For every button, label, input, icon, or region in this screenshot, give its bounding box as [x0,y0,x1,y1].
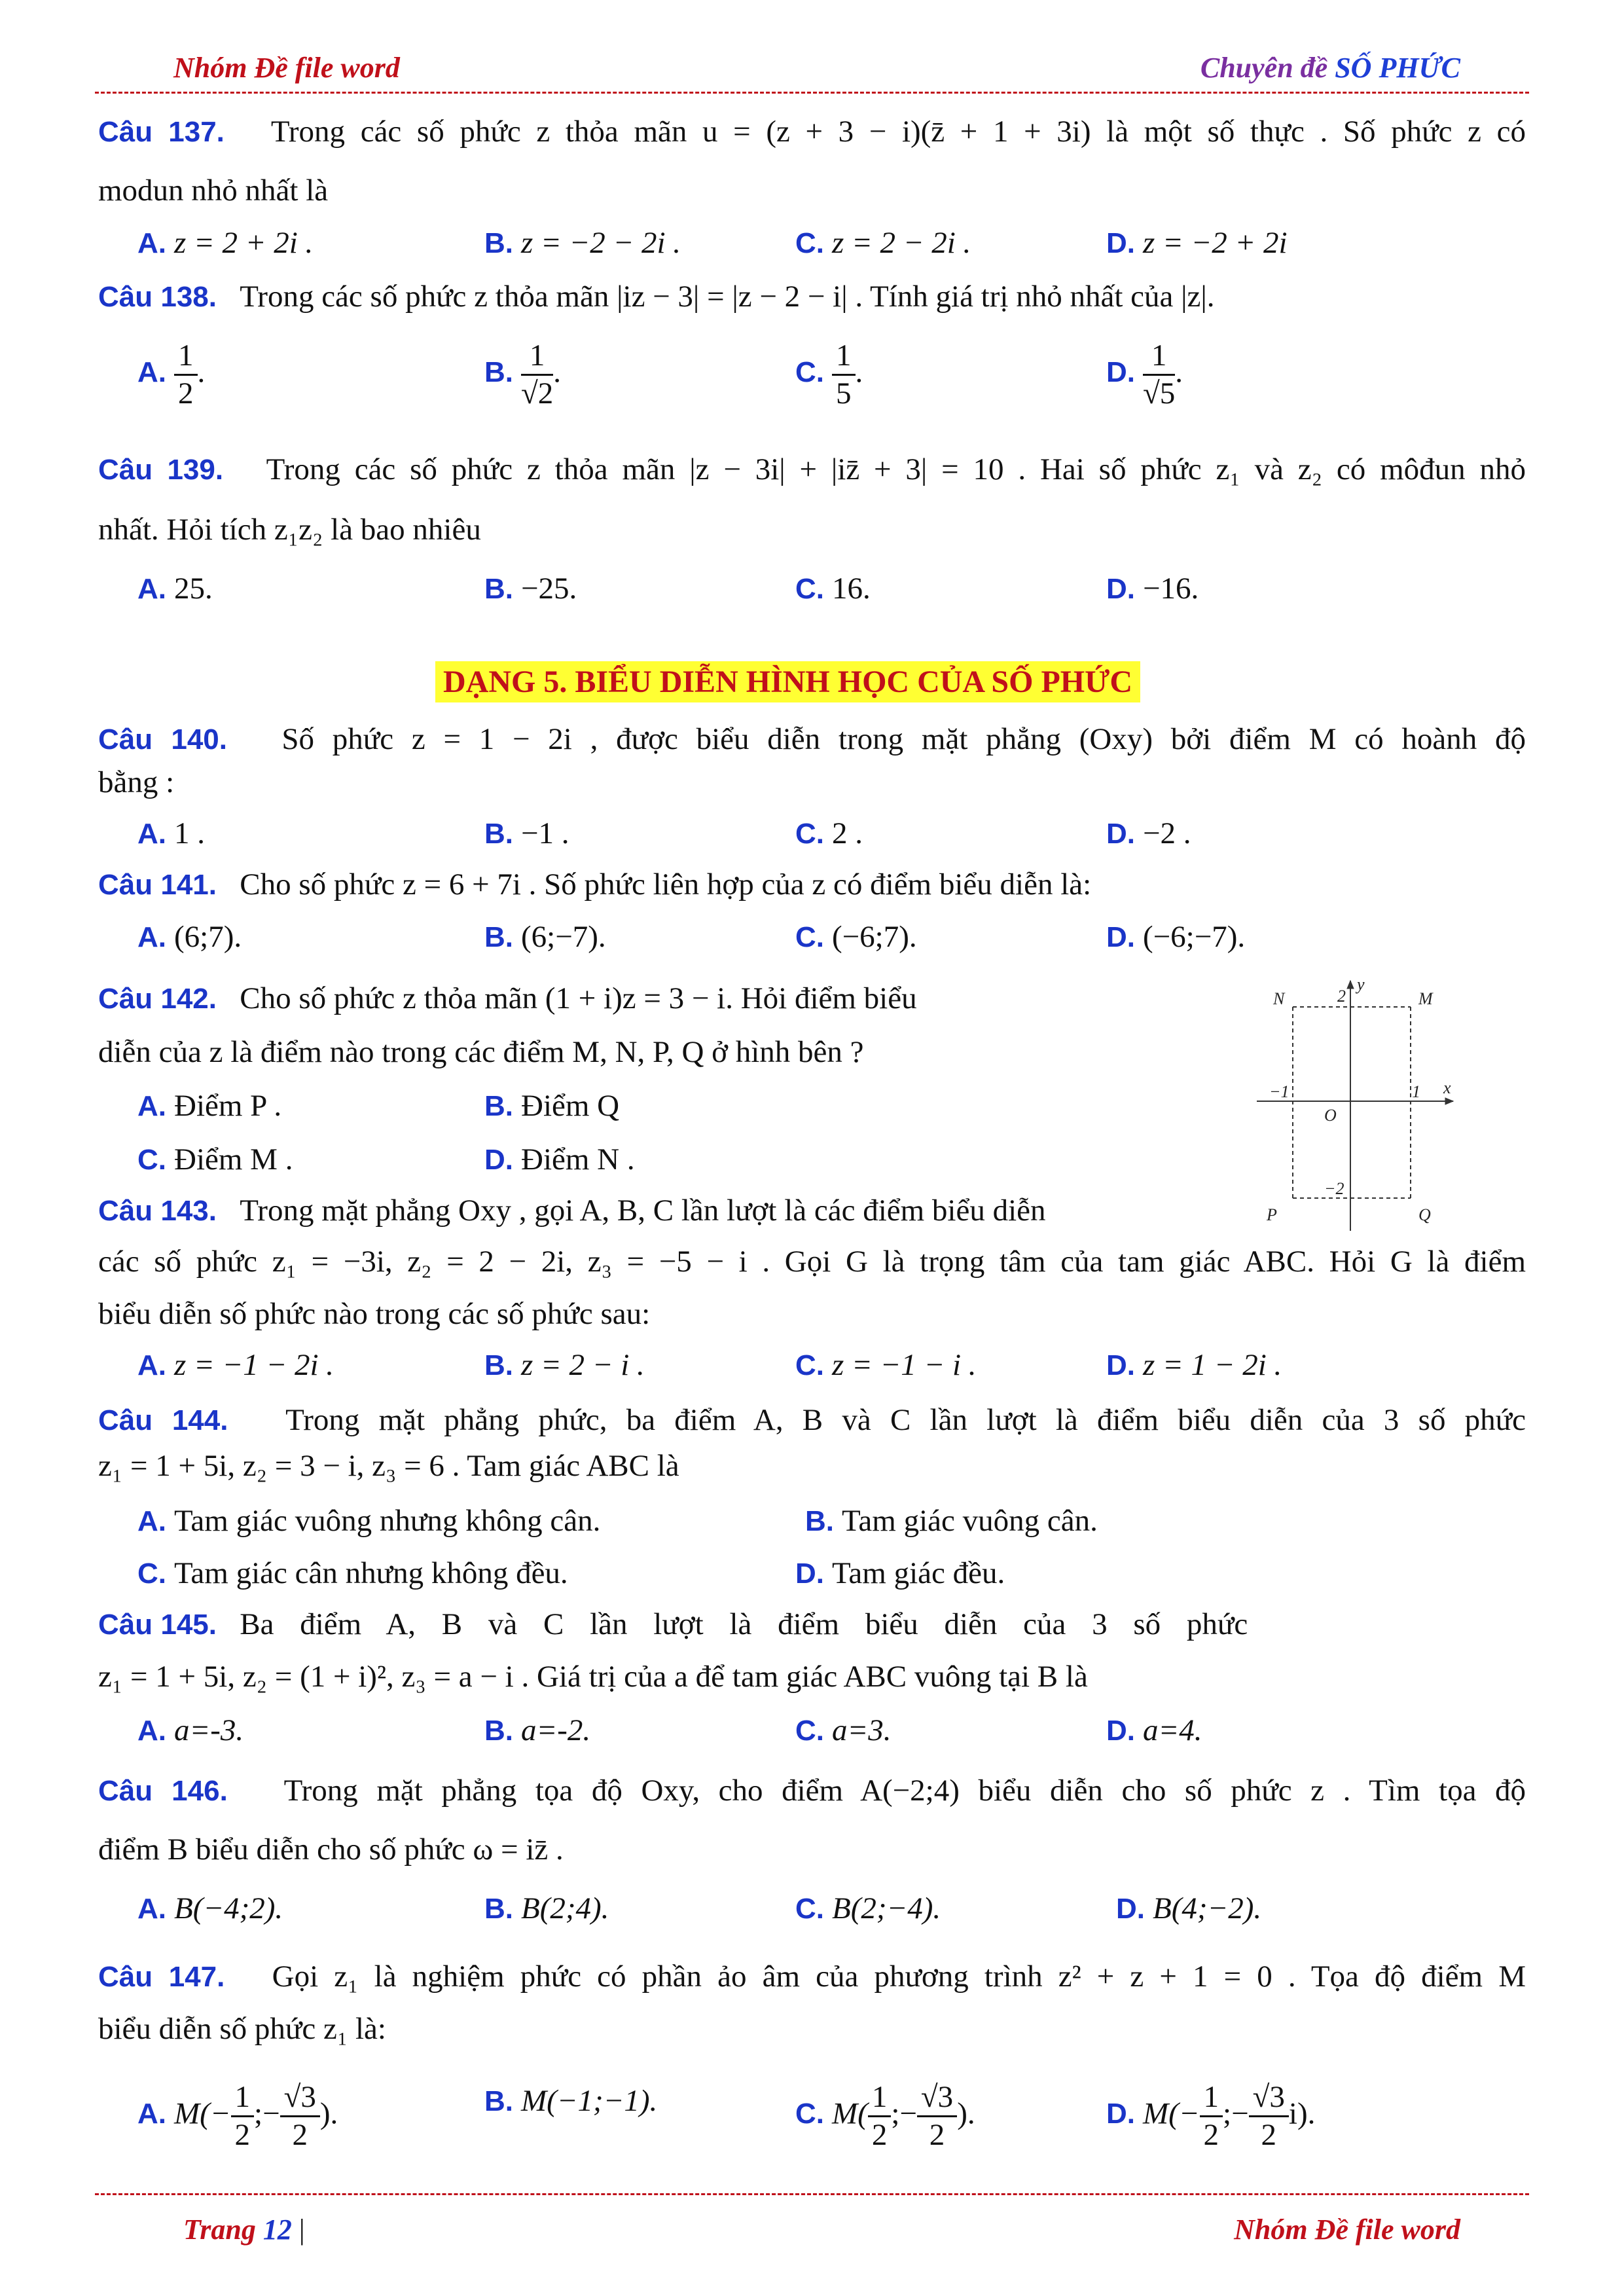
q139-opt-c: C. 16. [795,572,871,606]
section-title: DẠNG 5. BIỂU DIỄN HÌNH HỌC CỦA SỐ PHỨC [435,661,1140,702]
q144-label: Câu 144. [98,1404,228,1436]
q144-line2: z₁ = 1 + 5i, z₂ = 3 − i, z₃ = 6 . Tam giác ABC là [98,1449,679,1483]
x-axis-arrow [1445,1098,1453,1104]
footer-right: Nhóm Đề file word [1234,2214,1460,2246]
tick-1: 1 [1412,1082,1420,1101]
q137-line1 [98,113,1526,151]
q142-opt-d: D. Điểm N . [484,1142,635,1176]
q147-opt-b: B. M(−1;−1). [484,2084,658,2118]
q146-opt-d: D. B(4;−2). [1116,1891,1262,1925]
q145-label: Câu 145. [98,1609,217,1641]
q139-line1 [98,450,1526,489]
q144-opt-d: D. Tam giác đều. [795,1556,1005,1590]
q146-opt-b: B. B(2;4). [484,1891,609,1925]
q144-opt-c: C. Tam giác cân nhưng không đều. [137,1556,568,1590]
point-N: N [1273,989,1285,1008]
q146-opt-c: C. B(2;−4). [795,1891,941,1925]
q147-opt-c: C. M( $\frac{1}{2}$ ;− $\frac{√3}{2}$ ). [795,2080,975,2152]
q141-opt-b: B. (6;−7). [484,920,606,954]
q147-line1 [98,1958,1526,1996]
q143-label: Câu 143. [98,1195,217,1227]
q145-opt-d: D. a=4. [1106,1713,1202,1747]
q137-label: Câu 137. [98,116,225,148]
q145-opt-a: A. a=-3. [137,1713,244,1747]
point-P: P [1267,1205,1277,1224]
q147-opt-a: A. M(− $\frac{1}{2}$ ;− $\frac{√3}{2}$ ). [137,2080,338,2152]
q138-opt-d: D. $\frac{1}{√5}$ . [1106,338,1183,410]
q139-opt-d: D. −16. [1106,572,1199,606]
q140-opt-c: C. 2 . [795,816,863,850]
q139-label: Câu 139. [98,454,224,486]
q142-line2: diễn của z là điểm nào trong các điểm M, N, P, Q ở hình bên ? [98,1035,864,1069]
q142-text: Cho số phức z thỏa mãn (1 + i)z = 3 − i. Hỏi điểm biểu [240,981,917,1015]
q147-line2: biểu diễn số phức z₁ là: [98,2012,386,2046]
origin-label: O [1324,1106,1337,1125]
q147-text: Gọi z₁ là nghiệm phức có phần ảo âm của phương trình z² + z + 1 = 0 . Tọa độ điểm M [272,1959,1526,1994]
q140-opt-a: A. 1 . [137,816,205,850]
q141-text: Cho số phức z = 6 + 7i . Số phức liên hợp của z có điểm biểu diễn là: [240,867,1092,902]
header-right [1200,51,1460,84]
y-label: y [1357,975,1365,994]
q138-label: Câu 138. [98,281,217,313]
q144-opt-a: A. Tam giác vuông nhưng không cân. [137,1504,601,1538]
q138-text: Trong các số phức z thỏa mãn |iz − 3| = |z − 2 − i| . Tính giá trị nhỏ nhất của |z|. [240,280,1215,314]
q139-line2: nhất. Hỏi tích z₁z₂ là bao nhiêu [98,513,481,547]
q143-opt-b: B. z = 2 − i . [484,1348,645,1382]
q146-line2: điểm B biểu diễn cho số phức ω = iz̄ . [98,1832,564,1867]
q140-opt-b: B. −1 . [484,816,569,850]
point-M: M [1418,989,1433,1008]
q145-opt-b: B. a=-2. [484,1713,591,1747]
q142-opt-b: B. Điểm Q [484,1089,620,1123]
q143-text: Trong mặt phẳng Oxy , gọi A, B, C lần lượt là các điểm biểu diễn [240,1194,1046,1228]
q146-line1 [98,1772,1526,1810]
q142-opt-a: A. Điểm P . [137,1089,282,1123]
tick-neg2: −2 [1324,1179,1344,1198]
tick-2: 2 [1337,987,1346,1006]
q141-opt-c: C. (−6;7). [795,920,917,954]
header-rule [95,92,1529,94]
q137-opt-c: C. z = 2 − 2i . [795,226,971,260]
q145-line1 [98,1605,1526,1644]
header-left: Nhóm Đề file word [173,52,400,84]
q147-opt-d: D. M(− $\frac{1}{2}$ ;− $\frac{√3}{2}$ i). [1106,2080,1316,2152]
q138-opt-b: B. $\frac{1}{√2}$ . [484,338,562,410]
q146-opt-a: A. B(−4;2). [137,1891,283,1925]
footer-page: Trang 12 | [183,2214,305,2246]
q137-text: Trong các số phức z thỏa mãn u = (z + 3 − i)(z̄ + 1 + 3i) là một số thực . Số phức z có [270,115,1526,149]
q143-opt-a: A. z = −1 − 2i . [137,1348,334,1382]
q138-opt-a: A. $\frac{1}{2}$ . [137,338,206,410]
q143-line3: biểu diễn số phức nào trong các số phức sau: [98,1297,651,1331]
q143-line1 [98,1192,1231,1230]
y-axis-arrow [1347,981,1354,989]
q140-opt-d: D. −2 . [1106,816,1191,850]
coordinate-figure [1247,975,1456,1237]
q146-text: Trong mặt phẳng tọa độ Oxy, cho điểm A(−2;4) biểu diễn cho số phức z . Tìm tọa độ [283,1774,1526,1808]
header-topic: SỐ PHỨC [1335,52,1460,84]
x-label: x [1443,1078,1451,1097]
q142-line1 [98,979,1041,1018]
q137-opt-b: B. z = −2 − 2i . [484,226,681,260]
q147-label: Câu 147. [98,1961,225,1993]
q140-label: Câu 140. [98,723,228,756]
q141-label: Câu 141. [98,869,217,901]
q144-text: Trong mặt phẳng phức, ba điểm A, B và C lần lượt là điểm biểu diễn của 3 số phức [285,1403,1526,1437]
q138-opt-c: C. $\frac{1}{5}$ . [795,338,863,410]
q143-opt-d: D. z = 1 − 2i . [1106,1348,1282,1382]
point-Q: Q [1418,1205,1431,1224]
q142-opt-c: C. Điểm M . [137,1142,293,1176]
q145-line2: z₁ = 1 + 5i, z₂ = (1 + i)², z₃ = a − i . Giá trị của a để tam giác ABC vuông tại B là [98,1660,1088,1694]
q140-line1 [98,720,1526,759]
q141-opt-a: A. (6;7). [137,920,242,954]
q143-line2: các số phức z₁ = −3i, z₂ = 2 − 2i, z₃ = −5 − i . Gọi G là trọng tâm của tam giác ABC. Hỏi G là điểm [98,1245,1526,1279]
q139-text: Trong các số phức z thỏa mãn |z − 3i| + |iz̄ + 3| = 10 . Hai số phức z₁ và z₂ có môđun nhỏ [266,452,1526,486]
q139-opt-a: A. 25. [137,572,213,606]
q146-label: Câu 146. [98,1775,228,1807]
q138-line1 [98,278,1526,316]
q141-line1 [98,866,1526,904]
q143-opt-c: C. z = −1 − i . [795,1348,977,1382]
q140-line2: bằng : [98,765,175,799]
q145-opt-c: C. a=3. [795,1713,892,1747]
q145-text: Ba điểm A, B và C lần lượt là điểm biểu diễn của 3 số phức [240,1607,1248,1641]
q144-opt-b: B. Tam giác vuông cân. [805,1504,1098,1538]
q137-opt-a: A. z = 2 + 2i . [137,226,314,260]
q137-line2: modun nhỏ nhất là [98,173,329,208]
tick-neg1: −1 [1269,1082,1290,1101]
q140-text: Số phức z = 1 − 2i , được biểu diễn trong mặt phẳng (Oxy) bởi điểm M có hoành độ [281,722,1526,756]
q139-opt-b: B. −25. [484,572,577,606]
q141-opt-d: D. (−6;−7). [1106,920,1246,954]
q142-label: Câu 142. [98,983,217,1015]
q137-opt-d: D. z = −2 + 2i [1106,226,1288,260]
q144-line1 [98,1401,1526,1440]
footer-rule [95,2193,1529,2195]
header-prefix: Chuyên đề [1200,52,1335,84]
